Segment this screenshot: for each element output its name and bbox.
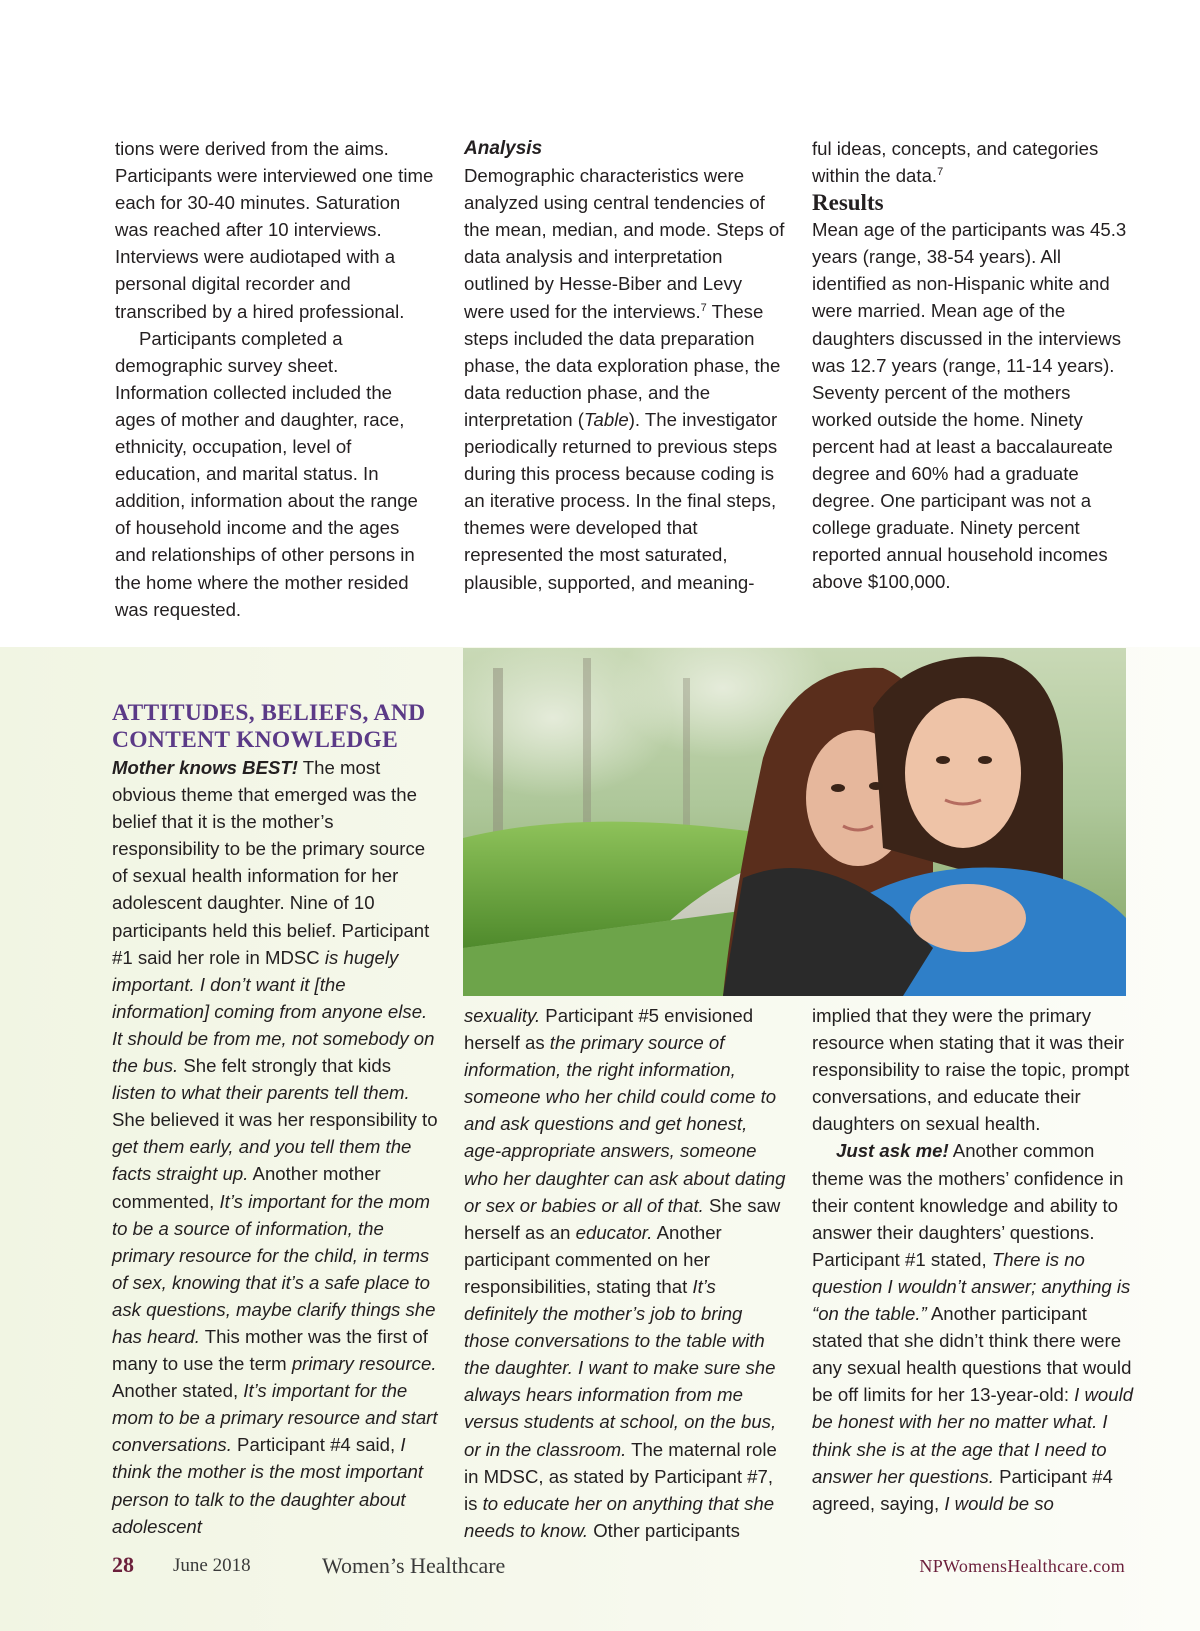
text-run: Other participants xyxy=(588,1519,740,1541)
analysis-heading: Analysis xyxy=(464,138,543,159)
quote: get them early, and you tell them the facts straight up. xyxy=(112,1136,412,1185)
column-top-1 xyxy=(115,135,435,623)
text-run: Another mother commented, xyxy=(112,1163,381,1212)
text-run: She felt strongly that kids xyxy=(178,1055,392,1077)
page-footer xyxy=(0,1552,1200,1582)
quote: sexuality. xyxy=(464,1005,541,1026)
paragraph xyxy=(112,754,438,1540)
text-run: Participant #4 said, xyxy=(231,1434,401,1456)
text-run: The most obvious theme that emerged was the belief that it is the mother’s responsibility to be the primary source of sexual health information for her adolescent daughter. Nine of 10 participants held this belief. Participant #1 said her role in MDSC xyxy=(112,757,430,968)
column-top-2 xyxy=(464,135,786,596)
theme-label: Mother knows BEST! xyxy=(112,757,298,778)
quote: I would be so xyxy=(944,1492,1054,1514)
column-bottom-1 xyxy=(112,700,438,1540)
results-heading: Results xyxy=(812,190,884,216)
theme-label: Just ask me! xyxy=(836,1140,949,1162)
paragraph: tions were derived from the aims. Participants were interviewed one time each for 30-40 minutes. Saturation was reached after 10 interviews. Interviews were audiotaped with a personal digital recorder and transcribed by a hired professional. xyxy=(115,138,434,322)
quote: I would be honest with her no matter what. I think she is at the age that I need to answer her questions. xyxy=(812,1384,1134,1487)
quote: is hugely important. I don’t want it [the information] coming from anyone else. It should be from me, not somebody on the bus. xyxy=(112,946,435,1077)
quote: educator. xyxy=(575,1221,653,1243)
text-run: Another stated, xyxy=(112,1380,244,1402)
quote: to educate her on anything that she needs to know. xyxy=(464,1492,775,1541)
section-heading xyxy=(112,700,438,754)
quote: It’s definitely the mother’s job to bring those conversations to the table with the daughter. I want to make sure she always hears information from me versus students at school, on the bus, or in the classroom. xyxy=(464,1275,777,1460)
issue-date: June 2018 xyxy=(173,1555,251,1576)
mother-daughter-photo xyxy=(463,648,1126,996)
column-top-3 xyxy=(812,135,1134,596)
text-run: She believed it was her responsibility to xyxy=(112,1109,438,1131)
table-reference: Table xyxy=(583,408,629,430)
analysis-paragraph xyxy=(464,162,786,596)
results-paragraph: Mean age of the participants was 45.3 years (range, 38-54 years). All identified as non-Hispanic white and were married. Mean age of the daughters discussed in the interviews was 12.7 years (range, 11-14 years). Seventy percent of the mothers worked outside the home. Ninety percent had at least a baccalaureate degree and 60% had a graduate degree. One participant was not a college graduate. Ninety percent reported annual household incomes above $100,000. xyxy=(812,219,1127,593)
journal-name: Women’s Healthcare xyxy=(322,1553,506,1578)
quote: listen to what their parents tell them. xyxy=(112,1082,410,1104)
paragraph xyxy=(812,1137,1134,1516)
paragraph: Participants completed a demographic survey sheet. Information collected included the ages of mother and daughter, race, ethnicity, occupation, level of education, and marital status. In addition, information about the range of household income and the ages and relationships of other persons in the home where the mother resided was requested. xyxy=(115,327,418,620)
analysis-text-1: Demographic characteristics were analyzed using central tendencies of the mean, median, and mode. Steps of data analysis and interpretation outlined by Hesse-Biber and Levy were used for the interviews. xyxy=(464,165,785,322)
text-run: The maternal role in MDSC, as stated by Participant #7, is xyxy=(464,1438,777,1514)
page-number: 28 xyxy=(112,1552,134,1577)
section-heading-line-1: ATTITUDES, BELIEFS, AND xyxy=(112,700,426,726)
column-bottom-2 xyxy=(464,1002,786,1544)
paragraph: implied that they were the primary resource when stating that it was their responsibility to raise the topic, prompt conversations, and educate their daughters on sexual health. xyxy=(812,1005,1130,1135)
quote: the primary source of information, the right information, someone who her child could come to and ask questions and get honest, age-appropriate answers, someone who her daughter can ask about dating or sex or babies or all of that. xyxy=(464,1032,786,1216)
analysis-text-3: ). The investigator periodically returned to previous steps during this process because coding is an iterative process. In the final steps, themes were developed that represented the most saturated, plausible, supported, and meaning- xyxy=(464,408,778,593)
reference-superscript: 7 xyxy=(937,165,944,178)
text-run: Another participant commented on her responsibilities, stating that xyxy=(464,1221,722,1297)
continuation-text: ful ideas, concepts, and categories within the data. xyxy=(812,138,1099,187)
reference-superscript: 7 xyxy=(700,301,707,314)
quote: There is no question I wouldn’t answer; anything is “on the table.” xyxy=(812,1248,1131,1325)
continuation-paragraph xyxy=(812,135,1134,189)
quote: primary resource. xyxy=(291,1353,437,1375)
text-run: She saw herself as an xyxy=(464,1194,781,1243)
text-run: Another common theme was the mothers’ confidence in their content knowledge and ability to answer their daughters’ questions. Participant #1 stated, xyxy=(812,1140,1124,1270)
quote: I think the mother is the most important person to talk to the daughter about adolescent xyxy=(112,1434,424,1537)
quote: It’s important for the mom to be a primary resource and start conversations. xyxy=(112,1380,438,1456)
text-run: Participant #5 envisioned herself as xyxy=(464,1005,754,1054)
column-bottom-3 xyxy=(812,1002,1134,1517)
section-heading-line-2: CONTENT KNOWLEDGE xyxy=(112,727,399,753)
website-link[interactable]: NPWomensHealthcare.com xyxy=(919,1556,1125,1576)
text-run: This mother was the first of many to use the term xyxy=(112,1325,428,1375)
analysis-text-2: These steps included the data preparation phase, the data exploration phase, the data reduction phase, and the interpretation ( xyxy=(464,300,781,430)
quote: It’s important for the mom to be a source of information, the primary resource for the child, in terms of sex, knowing that it’s a safe place to ask questions, maybe clarify things she has heard. xyxy=(112,1190,436,1347)
text-run: Participant #4 agreed, saying, xyxy=(812,1465,1113,1514)
text-run: Another participant stated that she didn’t think there were any sexual health questions that would be off limits for her 13-year-old: xyxy=(812,1303,1132,1406)
paragraph xyxy=(464,1002,786,1544)
